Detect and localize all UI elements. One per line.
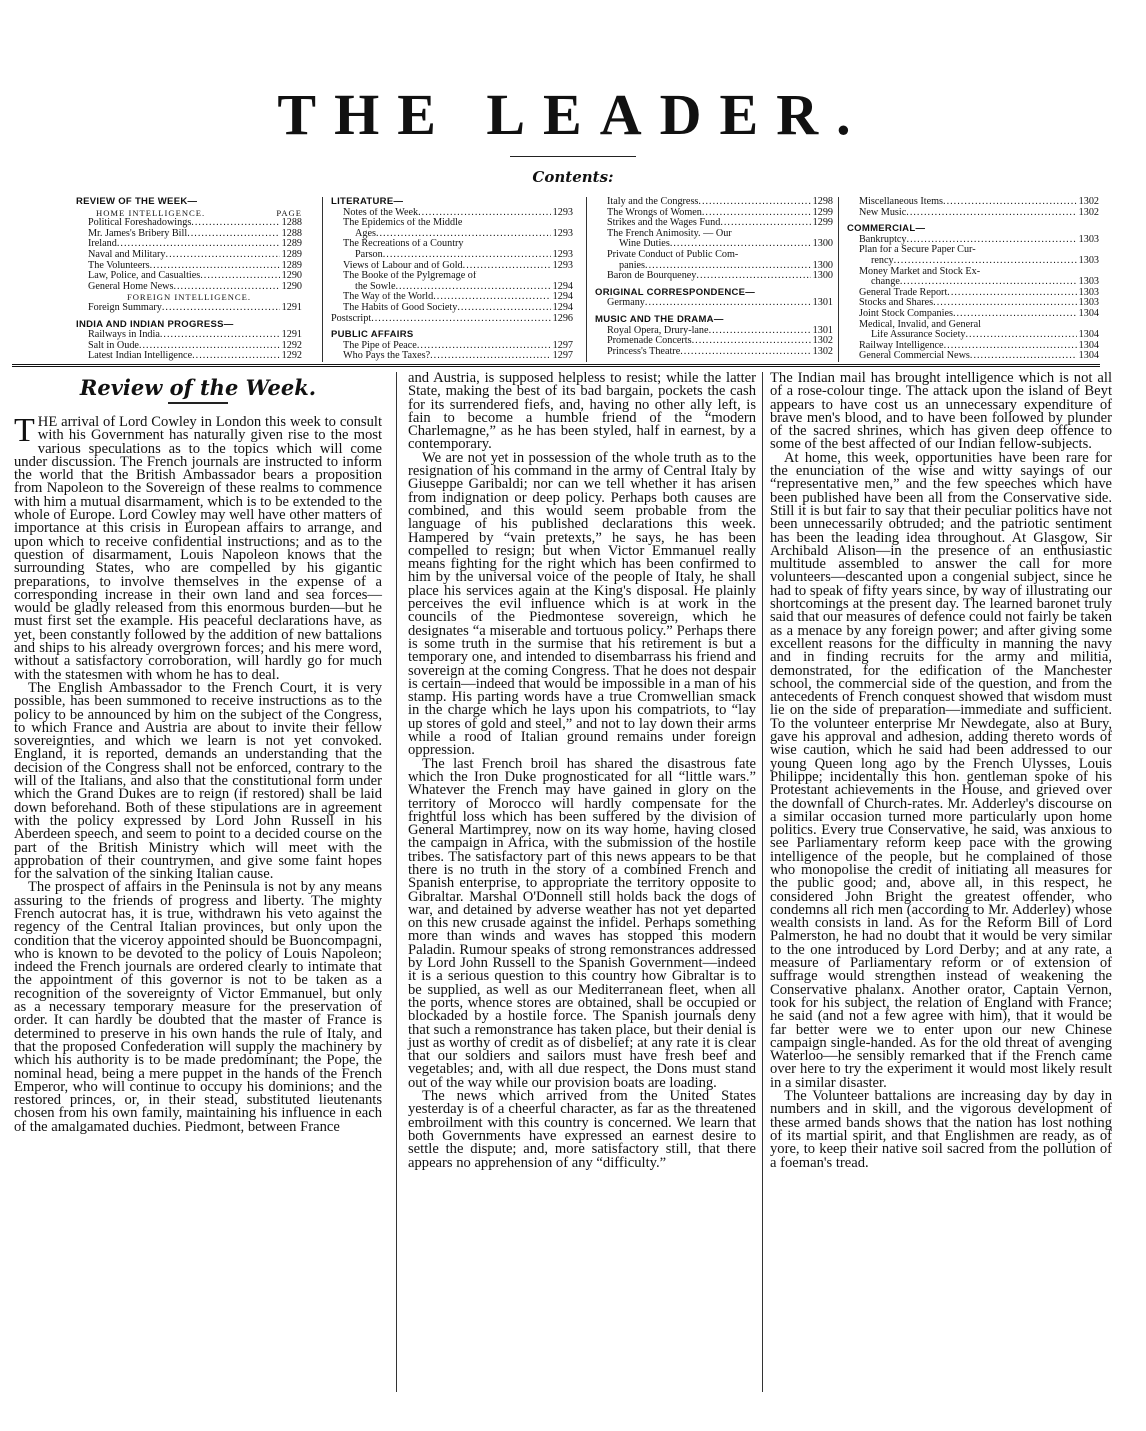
- toc-heading-music-drama: MUSIC AND THE DRAMA—: [595, 313, 724, 325]
- toc-entry-leader: [966, 330, 1077, 341]
- toc-entry-page: 1303: [1078, 277, 1099, 288]
- toc-entry-page: 1298: [812, 197, 833, 207]
- drop-cap: T: [14, 412, 35, 449]
- toc-entry-page: 1291: [281, 302, 302, 313]
- toc-entry-page: 1303: [1078, 287, 1099, 298]
- toc-entry[interactable]: [331, 292, 573, 303]
- paragraph-text: The Indian mail has brought intelligence which is not all of a rose-colour tinge. The attack upon the island of Beyt appears to have cost us an unnecessary expenditure of brave men's blood, and to have been followed by plunder of the sacred shrines, which has given deep offence to some of the best affected of our Indian fellow-subjects.: [770, 370, 1112, 453]
- toc-entry[interactable]: [331, 239, 573, 250]
- toc-entry-leader: [907, 235, 1077, 246]
- toc-entry[interactable]: [595, 250, 833, 261]
- toc-entry-page: 1303: [1078, 234, 1099, 245]
- toc-heading-original-correspondence: ORIGINAL CORRESPONDENCE—: [595, 286, 756, 298]
- article-paragraph: [408, 449, 756, 759]
- toc-entry-label: The Habits of Good Society: [343, 302, 458, 313]
- toc-entry-leader: [200, 271, 279, 282]
- toc-entry[interactable]: [331, 250, 573, 261]
- toc-entry-leader: [944, 341, 1077, 352]
- toc-entry-label: The Volunteers: [88, 260, 150, 271]
- toc-entry-page: 1302: [1078, 207, 1099, 218]
- toc-entry[interactable]: [847, 245, 1099, 256]
- toc-home-list: [76, 218, 302, 292]
- toc-entry-page: 1300: [812, 239, 833, 250]
- toc-entry-label: Wine Duties: [619, 239, 670, 250]
- toc-heading-india: INDIA AND INDIAN PROGRESS—: [76, 318, 234, 330]
- masthead-rule: [510, 156, 636, 157]
- title-rule: [168, 402, 228, 404]
- article-title: Review of the Week.: [79, 375, 317, 400]
- toc-entry-leader: [173, 282, 279, 293]
- toc-entry-page: 1300: [812, 271, 833, 282]
- toc-entry-page: 1288: [281, 228, 302, 239]
- toc-entry[interactable]: [847, 330, 1099, 341]
- toc-entry-label: Royal Opera, Drury-lane: [607, 325, 709, 336]
- toc-entry-label: Parson: [355, 249, 383, 260]
- toc-entry-page: 1299: [812, 207, 833, 218]
- toc-entry-leader: [953, 309, 1077, 320]
- toc-entry[interactable]: [331, 218, 573, 229]
- toc-entry-page: 1302: [812, 346, 833, 357]
- toc-entry-page: 1291: [281, 330, 302, 341]
- toc-col3-list: [595, 197, 833, 282]
- toc-entry-label: The Way of the World: [343, 292, 434, 303]
- toc-entry-label: General Trade Report: [859, 287, 948, 298]
- toc-entry-leader: [943, 197, 1077, 208]
- toc-entry[interactable]: [76, 282, 302, 293]
- toc-entry-page: 1301: [812, 298, 833, 309]
- toc-entry-page: 1289: [281, 239, 302, 250]
- toc-entry-label: Railway Intelligence: [859, 340, 944, 351]
- toc-entry[interactable]: [847, 197, 1099, 208]
- toc-entry-page: 1292: [281, 340, 302, 351]
- toc-entry[interactable]: [595, 208, 833, 219]
- toc-heading-literature: LITERATURE—: [331, 196, 404, 207]
- toc-entry[interactable]: [595, 218, 833, 229]
- toc-entry-leader: [698, 197, 810, 208]
- toc-entry[interactable]: [847, 208, 1099, 219]
- toc-entry[interactable]: [76, 218, 302, 229]
- toc-entry-page: 1289: [281, 249, 302, 260]
- toc-entry-leader: [139, 341, 280, 352]
- toc-entry-label: New Music: [859, 207, 907, 218]
- toc-entry-page: 1304: [1078, 340, 1099, 351]
- toc-entry[interactable]: [331, 208, 573, 219]
- toc-entry-page: 1289: [281, 260, 302, 271]
- toc-entry[interactable]: [595, 229, 833, 240]
- paragraph-text: and Austria, is supposed helpless to resist; while the latter State, making the best of its bad bargain, pockets the cash for its surrendered fiefs, and, having no other ally left, is fain to become a humble friend of the “modern Charlemagne,” as he has been styled, half in earnest, by a contemporary.: [408, 370, 756, 453]
- toc-entry-page: 1296: [552, 313, 573, 324]
- toc-entry-label: The Epidemics of the Middle: [343, 218, 463, 229]
- toc-entry-label: Salt in Oude: [88, 340, 139, 351]
- toc-entry-leader: [383, 250, 551, 261]
- article-column-3: [770, 372, 1112, 1170]
- toc-entry[interactable]: [76, 250, 302, 261]
- toc-entry[interactable]: [595, 261, 833, 272]
- toc-entry[interactable]: [76, 330, 302, 341]
- toc-entry-leader: [692, 336, 811, 347]
- toc-entry-page: 1297: [552, 340, 573, 351]
- toc-entry[interactable]: [595, 298, 833, 309]
- toc-entry-leader: [696, 271, 810, 282]
- toc-entry-leader: [709, 326, 811, 337]
- contents-label: Contents:: [532, 168, 614, 186]
- toc-entry[interactable]: [76, 229, 302, 240]
- table-of-contents: [76, 197, 1098, 362]
- toc-entry-label: The French Animosity. — Our: [607, 228, 732, 239]
- toc-entry-label: panies: [619, 260, 646, 271]
- toc-entry-leader: [680, 347, 810, 358]
- toc-india-list: [76, 330, 302, 362]
- toc-entry[interactable]: [331, 341, 573, 352]
- toc-entry[interactable]: [76, 341, 302, 352]
- toc-entry-label: Who Pays the Taxes?: [343, 351, 431, 362]
- article-paragraph: [770, 449, 1112, 1091]
- toc-col4-list: [847, 197, 1099, 218]
- paragraph-text: The prospect of affairs in the Peninsula is not by any means assuring to the friends of progress and liberty. The mighty French autocrat has, it is true, withdrawn his veto against the regency of the Central Italian provinces, but only upon the condition that the viceroy appointed should be Buoncompagni, who is known to be devoted to the policy of Louis Napoleon; indeed the French journals are ordered clearly to intimate that the appointment of this governor is not to be taken as a recognition of the sovereignty of Victor Emmanuel, but only as a necessary temporary measure for the preservation of order. It can hardly be doubted that the master of France is determined to preserve in his own hands the rule of Italy, and that the proposed Confederation will supply the machinery by which his authority is to be made predominant; the Pope, the nominal head, being a mere puppet in the hands of the French Emperor, who will continue to occupy his dominions; and the restored princes, or, in their stead, substituted lieutenants chosen from his own family, maintaining his influence in each of the amalgamated duchies. Piedmont, between France: [14, 879, 382, 1135]
- toc-commercial-list: [847, 235, 1099, 362]
- toc-entry-page: 1293: [552, 249, 573, 260]
- review-of-the-week-article: [14, 370, 1112, 1392]
- article-paragraph: [408, 755, 756, 1091]
- article-paragraph: [14, 679, 382, 883]
- toc-entry[interactable]: [331, 229, 573, 240]
- article-paragraph: [770, 372, 1112, 452]
- toc-entry-label: Joint Stock Companies: [859, 308, 953, 319]
- article-paragraph: [408, 372, 756, 452]
- column-1-text: [14, 412, 382, 1135]
- contents-divider: [12, 364, 1100, 367]
- toc-entry-label: Foreign Summary: [88, 302, 162, 313]
- paragraph-text: At home, this week, opportunities have been rare for the enunciation of the wise and witty sayings of our “representative men,” and the few speeches which have been published have been all from the Conservative side. Still it is but fair to say that their peculiar politics have not been unnecessarily obtruded; and the patriotic sentiment has been the leading idea throughout. At Glasgow, Sir Archibald Alison—in the presence of an enthusiastic multitude assembled to answer the call for more volunteers—descanted upon a congenial subject, since he had to speak of fifty years since, by way of illustrating our shortcomings at the present day. The learned baronet truly said that our measures of defence could not fairly be taken as a menace by any foreign power; and after giving some excellent reasons for the difficulty in manning the navy and in finding recruits for the army and militia, demonstrated, for the edification of the Manchester school, the commercial side of the question, and from the antecedents of French conquest showed that wisdom must lie on the side of preparation—immediate and sufficient. To the volunteer enterprise Mr Newdegate, also at Bury, gave his approval and adhesion, adding thereto words of wise caution, which he said had been addressed to our young Queen long ago by the French Ulysses, Louis Philippe; incidentally this hon. gentleman spoke of his Protestant achievements in the House, and grieved over the downfall of Church-rates. Mr. Adderley's discourse on a similar occasion turned more particularly upon home politics. Every true Conservative, he said, was anxious to see Parliamentary reform keep pace with the growing intelligence of the people, but he complained of those who monopolise the credit of initiating all measures for the public good; and, above all, in this respect, he considered John Bright the greatest offender, who condemns all rich men (according to Mr. Adderley) whose wealth consists in land. As for the Reform Bill of Lord Palmerston, he had no doubt that it would be very similar to the one introduced by Lord Derby; and at any rate, a measure of Parliamentary reform or of extension of suffrage would strengthen instead of weakening the Conservative phalanx. Another orator, Captain Vernon, took for his subject, the relation of England with France; he said (and not a few agree with him), that it would be far better were we to enter upon our new Chinese campaign single-handed. As for the old threat of avenging Waterloo—he sensibly remarked that if the French came over here to try the experiment it would most likely result in a similar disaster.: [770, 449, 1112, 1091]
- toc-entry-label: The Recreations of a Country: [343, 239, 464, 250]
- column-rule: [762, 372, 763, 1392]
- toc-entry-label: Money Market and Stock Ex-: [859, 266, 981, 277]
- toc-entry[interactable]: [331, 261, 573, 272]
- toc-entry-leader: [720, 218, 810, 229]
- toc-entry-label: change: [871, 277, 900, 288]
- toc-entry[interactable]: [847, 288, 1099, 299]
- toc-entry[interactable]: [847, 298, 1099, 309]
- toc-entry-label: Notes of the Week: [343, 207, 419, 218]
- toc-subheading-foreign: FOREIGN INTELLIGENCE.: [126, 292, 252, 303]
- toc-heading-review: REVIEW OF THE WEEK—: [76, 196, 198, 207]
- toc-entry-leader: [702, 208, 811, 219]
- toc-entry[interactable]: [847, 235, 1099, 246]
- toc-entry-leader: [670, 239, 811, 250]
- paragraph-text: HE arrival of Lord Cowley in London this week to consult with his Government has naturally given rise to the most various speculations as to the topics which will come under discussion. The French journals are instructed to inform the world that the British Ambassador bears a proposition from Napoleon to the Sovereign of these realms to commence with him a mutual disarmament, which is to be extended to the whole of Europe. Lord Cowley may well have other matters of importance at this crisis in European affairs to arrange, and upon which to receive confidential instructions; and as to the question of disarmament, Louis Napoleon knows that the surrounding States, who are compelled by his gigantic preparations, to involve themselves in the expense of a corresponding increase in their own land and sea forces—would be gladly released from this enormous burden—but he must first set the example. His peaceful declarations have, as yet, been constantly followed by the addition of new battalions and ships to his already overgrown forces; and his mere word, without a satisfactory corroboration, will hardly go for much with the statesmen with whom he has to deal.: [14, 414, 382, 683]
- toc-entry-leader: [430, 351, 551, 362]
- toc-entry-label: The Pipe of Peace: [343, 340, 417, 351]
- article-column-1: [14, 372, 382, 1134]
- toc-entry[interactable]: [595, 271, 833, 282]
- toc-entry-label: Plan for a Secure Paper Cur-: [859, 245, 976, 256]
- toc-entry-label: Naval and Military: [88, 249, 166, 260]
- toc-entry-page: 1304: [1078, 351, 1099, 362]
- toc-entry-label: Life Assurance Society: [871, 330, 966, 341]
- toc-entry-leader: [395, 282, 550, 293]
- toc-entry-leader: [376, 229, 551, 240]
- toc-entry-leader: [187, 229, 279, 240]
- toc-public-list: [331, 341, 573, 362]
- toc-entry-leader: [433, 292, 550, 303]
- toc-entry[interactable]: [595, 336, 833, 347]
- toc-entry-page: 1288: [281, 218, 302, 229]
- toc-entry-page: 1301: [812, 325, 833, 336]
- toc-entry-leader: [162, 303, 280, 314]
- paragraph-text: The Volunteer battalions are increasing day by day in numbers and in skill, and the vigorous development of these armed bands shows that the nation has lost nothing of its martial spirit, and that Englishmen are ready, as of yore, to keep their native soil sacred from the pollution of a foeman's tread.: [770, 1088, 1112, 1171]
- article-paragraph: [14, 881, 382, 1134]
- toc-entry-page: 1290: [281, 281, 302, 292]
- toc-home-label: HOME INTELLIGENCE.: [96, 207, 206, 218]
- toc-entry-leader: [933, 298, 1076, 309]
- toc-entry-label: Strikes and the Wages Fund: [607, 218, 721, 229]
- toc-column-2: [322, 197, 573, 362]
- toc-entry-leader: [191, 218, 279, 229]
- toc-entry-page: 1294: [552, 281, 573, 292]
- toc-entry[interactable]: [847, 341, 1099, 352]
- toc-entry[interactable]: [76, 239, 302, 250]
- toc-entry-leader: [160, 330, 280, 341]
- toc-entry-leader: [463, 261, 551, 272]
- toc-entry-leader: [906, 208, 1076, 219]
- toc-entry-leader: [192, 351, 280, 362]
- toc-entry-label: General Home News: [88, 281, 174, 292]
- toc-entry-label: Medical, Invalid, and General: [859, 319, 981, 330]
- toc-entry-page: 1294: [552, 302, 573, 313]
- toc-entry-page: 1293: [552, 207, 573, 218]
- toc-entry-leader: [150, 261, 280, 272]
- paragraph-text: We are not yet in possession of the whole truth as to the resignation of his command in the army of Central Italy by Giuseppe Garibaldi; nor can we tell whether it has arisen from indignation or deep policy. Perhaps both causes are combined, and this would seem probable from the language of his published declarations this week. Hampered by “vain pretexts,” he says, he has been compelled to resign; but when Victor Emmanuel really means fighting for the right which has been confirmed to him by the universal voice of the people of Italy, he shall place his services again at the King's disposal. He plainly perceives the evil influence which is at work in the councils of the Piedmontese sovereign, which he designates “a miserable and tortuous policy.” Perhaps there is some truth in the surmise that his retirement is but a temporary one, and intended to disembarrass his friend and sovereign at the coming Congress. That he does not despair is certain—indeed that would be impossible in a man of his stamp. His parting words have a true Cromwellian smack in the charge which he lays upon his compatriots, to “lay up stores of gold and steel,” and not to lay down their arms while a rood of Italian ground remains under foreign oppression.: [408, 449, 756, 759]
- toc-entry[interactable]: [76, 271, 302, 282]
- toc-entry-label: The Booke of the Pylgremage of: [343, 271, 477, 282]
- toc-entry[interactable]: [595, 197, 833, 208]
- toc-entry-label: Princess's Theatre: [607, 346, 681, 357]
- toc-entry-label: The Wrongs of Women: [607, 207, 702, 218]
- toc-entry-leader: [900, 277, 1077, 288]
- toc-entry-page: 1302: [812, 336, 833, 347]
- toc-foreign-list: [76, 303, 302, 314]
- toc-heading-public-affairs: PUBLIC AFFAIRS: [331, 329, 414, 341]
- toc-entry-postscript[interactable]: [319, 314, 573, 325]
- toc-entry-leader: [166, 250, 280, 261]
- toc-subheading-home: [76, 208, 302, 219]
- toc-column-3: [586, 197, 833, 362]
- toc-entry-page: 1293: [552, 260, 573, 271]
- toc-entry-label: Stocks and Shares: [859, 298, 934, 309]
- toc-entry-label: Promenade Concerts: [607, 336, 692, 347]
- toc-entry-label: Latest Indian Intelligence: [88, 351, 193, 362]
- toc-entry-leader: [947, 288, 1076, 299]
- toc-entry[interactable]: [595, 347, 833, 358]
- toc-entry-label: Private Conduct of Public Com-: [607, 249, 739, 260]
- toc-entry-label: Views of Labour and of Gold: [343, 260, 463, 271]
- toc-entry-page: 1304: [1078, 330, 1099, 341]
- toc-entry-label: Political Foreshadowings: [88, 218, 192, 229]
- toc-entry-leader: [645, 261, 811, 272]
- toc-entry-page: 1300: [812, 260, 833, 271]
- toc-entry[interactable]: [847, 351, 1099, 362]
- toc-entry-leader: [117, 239, 280, 250]
- toc-column-1: [76, 197, 302, 362]
- toc-entry-page: 1294: [552, 292, 573, 303]
- article-column-2: [408, 372, 756, 1170]
- toc-entry-leader: [894, 256, 1077, 267]
- toc-entry-label: Ireland: [88, 239, 117, 250]
- toc-column-4: [838, 197, 1099, 362]
- toc-entry[interactable]: [331, 351, 573, 362]
- toc-music-list: [595, 326, 833, 358]
- toc-entry-leader: [457, 303, 550, 314]
- column-3-text: [770, 372, 1112, 1170]
- toc-entry[interactable]: [595, 239, 833, 250]
- toc-entry[interactable]: [76, 351, 302, 362]
- toc-entry-label: Postscript: [331, 313, 372, 324]
- column-rule: [396, 372, 397, 1392]
- toc-entry-leader: [371, 314, 550, 325]
- toc-entry-leader: [645, 298, 811, 309]
- toc-entry-page: 1299: [812, 218, 833, 229]
- article-paragraph: [14, 412, 382, 683]
- column-2-text: [408, 372, 756, 1170]
- toc-original-list: [595, 298, 833, 309]
- masthead-title: THE LEADER.: [277, 82, 869, 147]
- toc-entry[interactable]: [847, 309, 1099, 320]
- toc-entry-label: Mr. James's Bribery Bill: [88, 228, 188, 239]
- toc-entry-label: Ages: [355, 228, 376, 239]
- toc-entry-label: General Commercial News: [859, 351, 970, 362]
- toc-entry-leader: [970, 351, 1077, 362]
- toc-entry[interactable]: [76, 261, 302, 272]
- toc-entry-leader: [418, 208, 551, 219]
- toc-entry[interactable]: [847, 256, 1099, 267]
- toc-entry[interactable]: [847, 320, 1099, 331]
- toc-entry-label: Law, Police, and Casualties: [88, 271, 201, 282]
- toc-entry[interactable]: [331, 271, 573, 282]
- toc-entry-page: 1303: [1078, 255, 1099, 266]
- toc-entry[interactable]: [595, 326, 833, 337]
- toc-entry[interactable]: [76, 303, 302, 314]
- toc-entry-page: 1304: [1078, 308, 1099, 319]
- toc-entry-page: 1292: [281, 351, 302, 362]
- toc-entry-label: Baron de Bourqueney: [607, 271, 697, 282]
- toc-entry-label: Germany: [607, 298, 645, 309]
- article-paragraph: [408, 1090, 756, 1170]
- toc-heading-commercial: COMMERCIAL—: [847, 223, 926, 235]
- toc-entry-page: 1297: [552, 351, 573, 362]
- toc-entry-label: Railways in India: [88, 330, 160, 341]
- toc-literature-list: [331, 208, 573, 314]
- toc-entry-page: 1290: [281, 271, 302, 282]
- toc-entry-label: Italy and the Congress: [607, 197, 699, 207]
- toc-entry-label: rency: [871, 255, 894, 266]
- toc-entry-page: 1293: [552, 228, 573, 239]
- paragraph-text: The English Ambassador to the French Court, it is very possible, has been summoned to receive instructions as to the policy to be announced by him on the subject of the Congress, to which France and Austria are about to invite their fellow sovereignties, and which we learn is not yet convoked. England, it is reported, demands an understanding that the decision of the Congress shall not be enforced, contrary to the will of the Italians, and also that the constitutional form under which the Grand Dukes are to reign (if restored) shall be laid down beforehand. Both of these stipulations are in agreement with the policy expressed by Lord John Russell in his Aberdeen speech, and seem to point to a decided course on the part of the British Ministry which will meet with the approbation of their countrymen, and give some faint hopes for the salvation of the sinking Italian cause.: [14, 679, 382, 883]
- toc-entry[interactable]: [331, 282, 573, 293]
- paragraph-text: The news which arrived from the United States yesterday is of a cheerful character, as far as the threatened embroilment with this country is concerned. We learn that both Governments have expressed an earnest desire to settle the dispute; and, more satisfactory still, that there appears no apprehension of any “difficulty.”: [408, 1088, 756, 1171]
- toc-entry-label: Bankruptcy: [859, 234, 907, 245]
- toc-entry[interactable]: [847, 277, 1099, 288]
- toc-entry-page: 1303: [1078, 298, 1099, 309]
- toc-entry-label: the Sowle: [355, 281, 396, 292]
- toc-page-label: PAGE: [276, 207, 302, 218]
- toc-entry[interactable]: [847, 267, 1099, 278]
- article-paragraph: [770, 1090, 1112, 1170]
- paragraph-text: The last French broil has shared the disastrous fate which the Iron Duke prognosticated for all “little wars.” Whatever the French may have gained in glory on the territory of Morocco will hardly compensate for the frightful loss which has been suffered by the division of General Martimprey, now on its way home, having closed the campaign in Africa, with the submission of the hostile tribes. The satisfactory part of this news appears to be that there is no truth in the story of a combined French and Spanish enterprise, to appropriate the territory opposite to Gibraltar. Marshal O'Donnell still holds back the dogs of war, and detained by adverse weather has not yet departed on this new crusade against the infidel. Perhaps something more than winds and waves has stopped this modern Paladin. Rumour speaks of strong remonstrances addressed by Lord John Russell to the Spanish Government—indeed it is a serious question to this country how Gibraltar is to be supplied, as well as our Mediterranean fleet, when all the ports, whence stores are obtained, shall be occupied or blockaded by a hostile force. The Spanish journals deny that such a remonstrance has taken place, but their denial is just as worthy of credit as of disbelief; at any rate it is clear that our soldiers and sailors must have fresh beef and vegetables; and, with all due respect, the Dons must stand out of the way while our provision boats are loading.: [408, 755, 756, 1091]
- toc-entry-leader: [417, 341, 551, 352]
- toc-entry-page: 1302: [1078, 197, 1099, 207]
- toc-entry[interactable]: [331, 303, 573, 314]
- toc-entry-label: Miscellaneous Items: [859, 197, 944, 207]
